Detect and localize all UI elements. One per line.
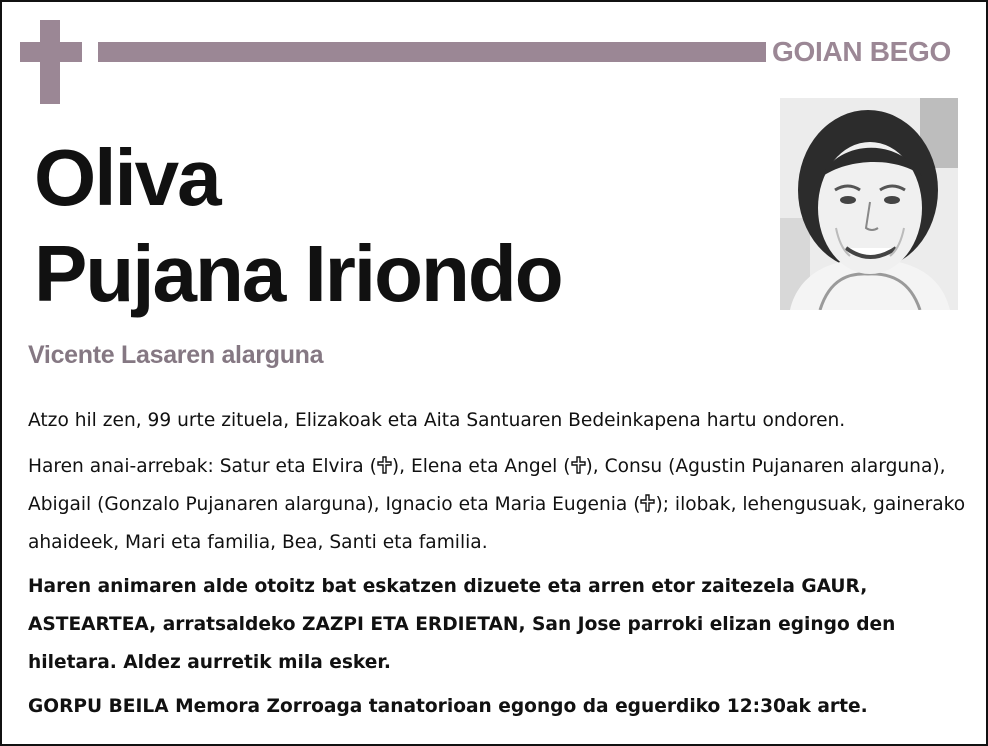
latin-cross-icon bbox=[640, 494, 655, 512]
relatives-text-part: ), Elena eta Angel ( bbox=[391, 456, 571, 477]
brand-title: GOIAN BEGO bbox=[772, 36, 952, 67]
relatives-text-part: ), Consu (Agustin Pujanaren alarguna), Abigail (Gonzalo Pujanaren alarguna), Ignacio eta Maria Eugenia ( bbox=[28, 456, 946, 515]
portrait-photo bbox=[780, 98, 958, 310]
relatives-text-part: ); ilobak, lehengusuak, gainerako ahaideek, Mari eta familia, Bea, Santi eta familia. bbox=[28, 494, 966, 553]
latin-cross-icon bbox=[377, 456, 392, 474]
header-rule bbox=[98, 42, 766, 62]
latin-cross-icon bbox=[571, 456, 586, 474]
surnames: Pujana Iriondo bbox=[34, 229, 562, 318]
deceased-name bbox=[34, 130, 562, 322]
widow-of-subtitle: Vicente Lasaren alarguna bbox=[28, 341, 324, 369]
funeral-invitation: Haren animaren alde otoitz bat eskatzen dizuete eta arren etor zaitezela GAUR, ASTEARTEA, arratsaldeko ZAZPI ETA ERDIETAN, San Jose parroki elizan egingo den hiletara. Aldez aurretik mila esker. bbox=[28, 576, 896, 673]
portrait-illustration bbox=[780, 98, 958, 310]
cross-vertical-bar bbox=[40, 20, 60, 104]
death-statement: Atzo hil zen, 99 urte zituela, Elizakoak eta Aita Santuaren Bedeinkapena hartu ondoren. bbox=[28, 410, 846, 431]
cross-horizontal-bar bbox=[20, 42, 82, 62]
relatives-paragraph bbox=[28, 448, 968, 562]
relatives-text-part: Haren anai-arrebak: Satur eta Elvira ( bbox=[28, 456, 377, 477]
first-name: Oliva bbox=[34, 133, 220, 222]
wake-notice: GORPU BEILA Memora Zorroaga tanatorioan egongo da eguerdiko 12:30ak arte. bbox=[28, 696, 868, 717]
